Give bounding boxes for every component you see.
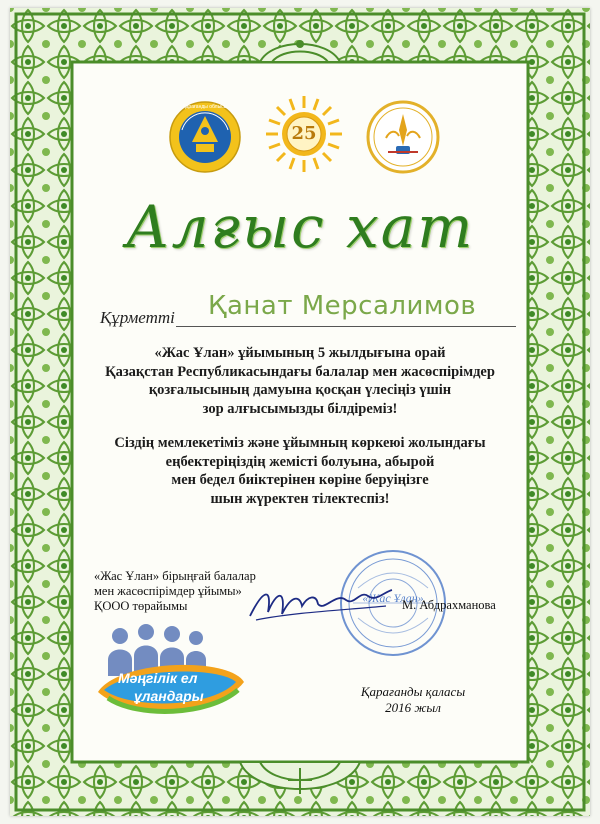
signatory-line: ҚООО төрайымы (94, 599, 188, 613)
paragraph-wishes (90, 434, 510, 508)
certificate-title: Алғыс хат (125, 193, 475, 261)
signatory-line: мен жасөспірімдер ұйымы» (94, 584, 242, 598)
honor-label: Құрметті (100, 308, 175, 327)
paragraph-line: Қазақстан Республикасындағы балалар мен жасөспірімдер (105, 363, 495, 380)
paragraph-line: шын жүректен тілектеспіз! (210, 490, 390, 507)
signatory-name: М. Абдрахманова (402, 598, 496, 612)
paragraph-line: зор алғысымызды білдіреміз! (202, 400, 398, 417)
paragraph-line: еңбектеріңіздің жемісті болуына, абырой (165, 453, 435, 470)
paragraph-line: мен бедел биіктерінен көріне беруіңізге (171, 472, 429, 488)
year-text: 2016 жыл (385, 700, 441, 715)
paragraph-line: қозғалысының дамуына қосқан үлесіңіз үшін (148, 382, 452, 398)
recipient-underline (176, 326, 516, 327)
logo-text-line2: ұландары (134, 688, 204, 704)
signatory-organization (94, 569, 256, 614)
paragraph-line: Сіздің мемлекетіміз және ұйымның көркеюі жолындағы (114, 435, 486, 451)
paragraph-line: «Жас Ұлан» ұйымының 5 жылдығына орай (154, 345, 446, 361)
jas-ulan-emblem-icon (366, 100, 440, 174)
regional-emblem-icon (168, 100, 242, 174)
regional-emblem-text: Қарағанды облысы (182, 104, 228, 110)
seal-text: «Жас Ұлан» (362, 591, 424, 605)
emblem-number: 25 (291, 123, 317, 144)
certificate-sheet (10, 8, 590, 816)
place-text: Қарағанды қаласы (360, 684, 466, 699)
paragraph-gratitude (90, 344, 510, 418)
logo-text-line1: Мәңгілік ел (118, 670, 198, 686)
signature-icon (246, 582, 396, 628)
recipient-name: Қанат Мерсалимов (208, 291, 477, 321)
signatory-line: «Жас Ұлан» бірыңғай балалар (94, 569, 256, 583)
place-and-year (358, 684, 468, 716)
